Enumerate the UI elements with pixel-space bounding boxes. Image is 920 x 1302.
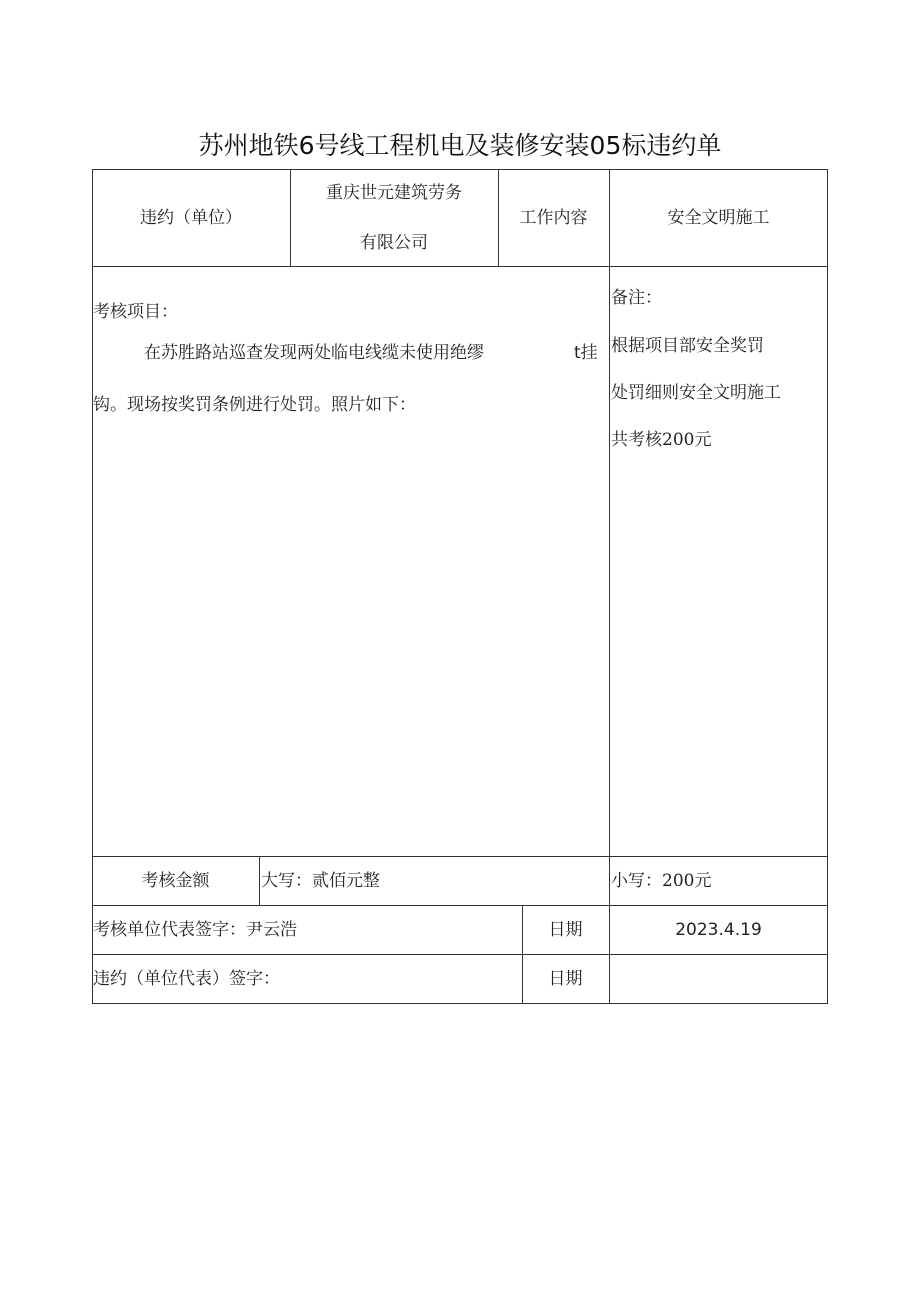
- row-divider-assessment: [92, 856, 828, 857]
- col-divider-amount: [259, 856, 260, 905]
- assessment-text-line1: 在苏胜路站巡查发现两处临电线缆未使用绝缪: [144, 343, 484, 363]
- amount-uppercase: 大写：贰佰元整: [261, 871, 380, 891]
- party-label: 违约（单位）: [140, 208, 242, 228]
- assessor-signature: 考核单位代表签字：尹云浩: [93, 920, 297, 940]
- party-name-line2: 有限公司: [360, 233, 428, 253]
- document-title: 苏州地铁6号线工程机电及装修安装05标违约单: [198, 131, 722, 160]
- row-divider-header: [92, 266, 828, 267]
- amount-label: 考核金额: [141, 871, 210, 891]
- work-content-value: 安全文明施工: [667, 208, 770, 228]
- violator-signature: 违约（单位代表）签字：: [93, 969, 280, 989]
- row-divider-assessor: [92, 954, 828, 955]
- assessor-date-value: 2023.4.19: [675, 920, 762, 940]
- remarks-line3: 共考核200元: [611, 430, 712, 450]
- amount-lowercase: 小写：200元: [611, 871, 712, 891]
- assessor-date-label: 日期: [548, 920, 583, 940]
- assessment-text-line1-tail: t挂: [574, 343, 598, 363]
- assessment-text-line2: 钩。现场按奖罚条例进行处罚。照片如下：: [93, 395, 416, 415]
- violator-date-label: 日期: [548, 969, 583, 989]
- work-content-label: 工作内容: [519, 208, 588, 228]
- party-name-line1: 重庆世元建筑劳务: [326, 183, 462, 203]
- row-divider-amount: [92, 905, 828, 906]
- remarks-label: 备注：: [611, 288, 662, 308]
- assessment-label: 考核项目：: [93, 302, 178, 322]
- col-divider-main: [609, 169, 610, 1004]
- remarks-line2: 处罚细则安全文明施工: [611, 383, 781, 403]
- remarks-line1: 根据项目部安全奖罚: [611, 336, 764, 356]
